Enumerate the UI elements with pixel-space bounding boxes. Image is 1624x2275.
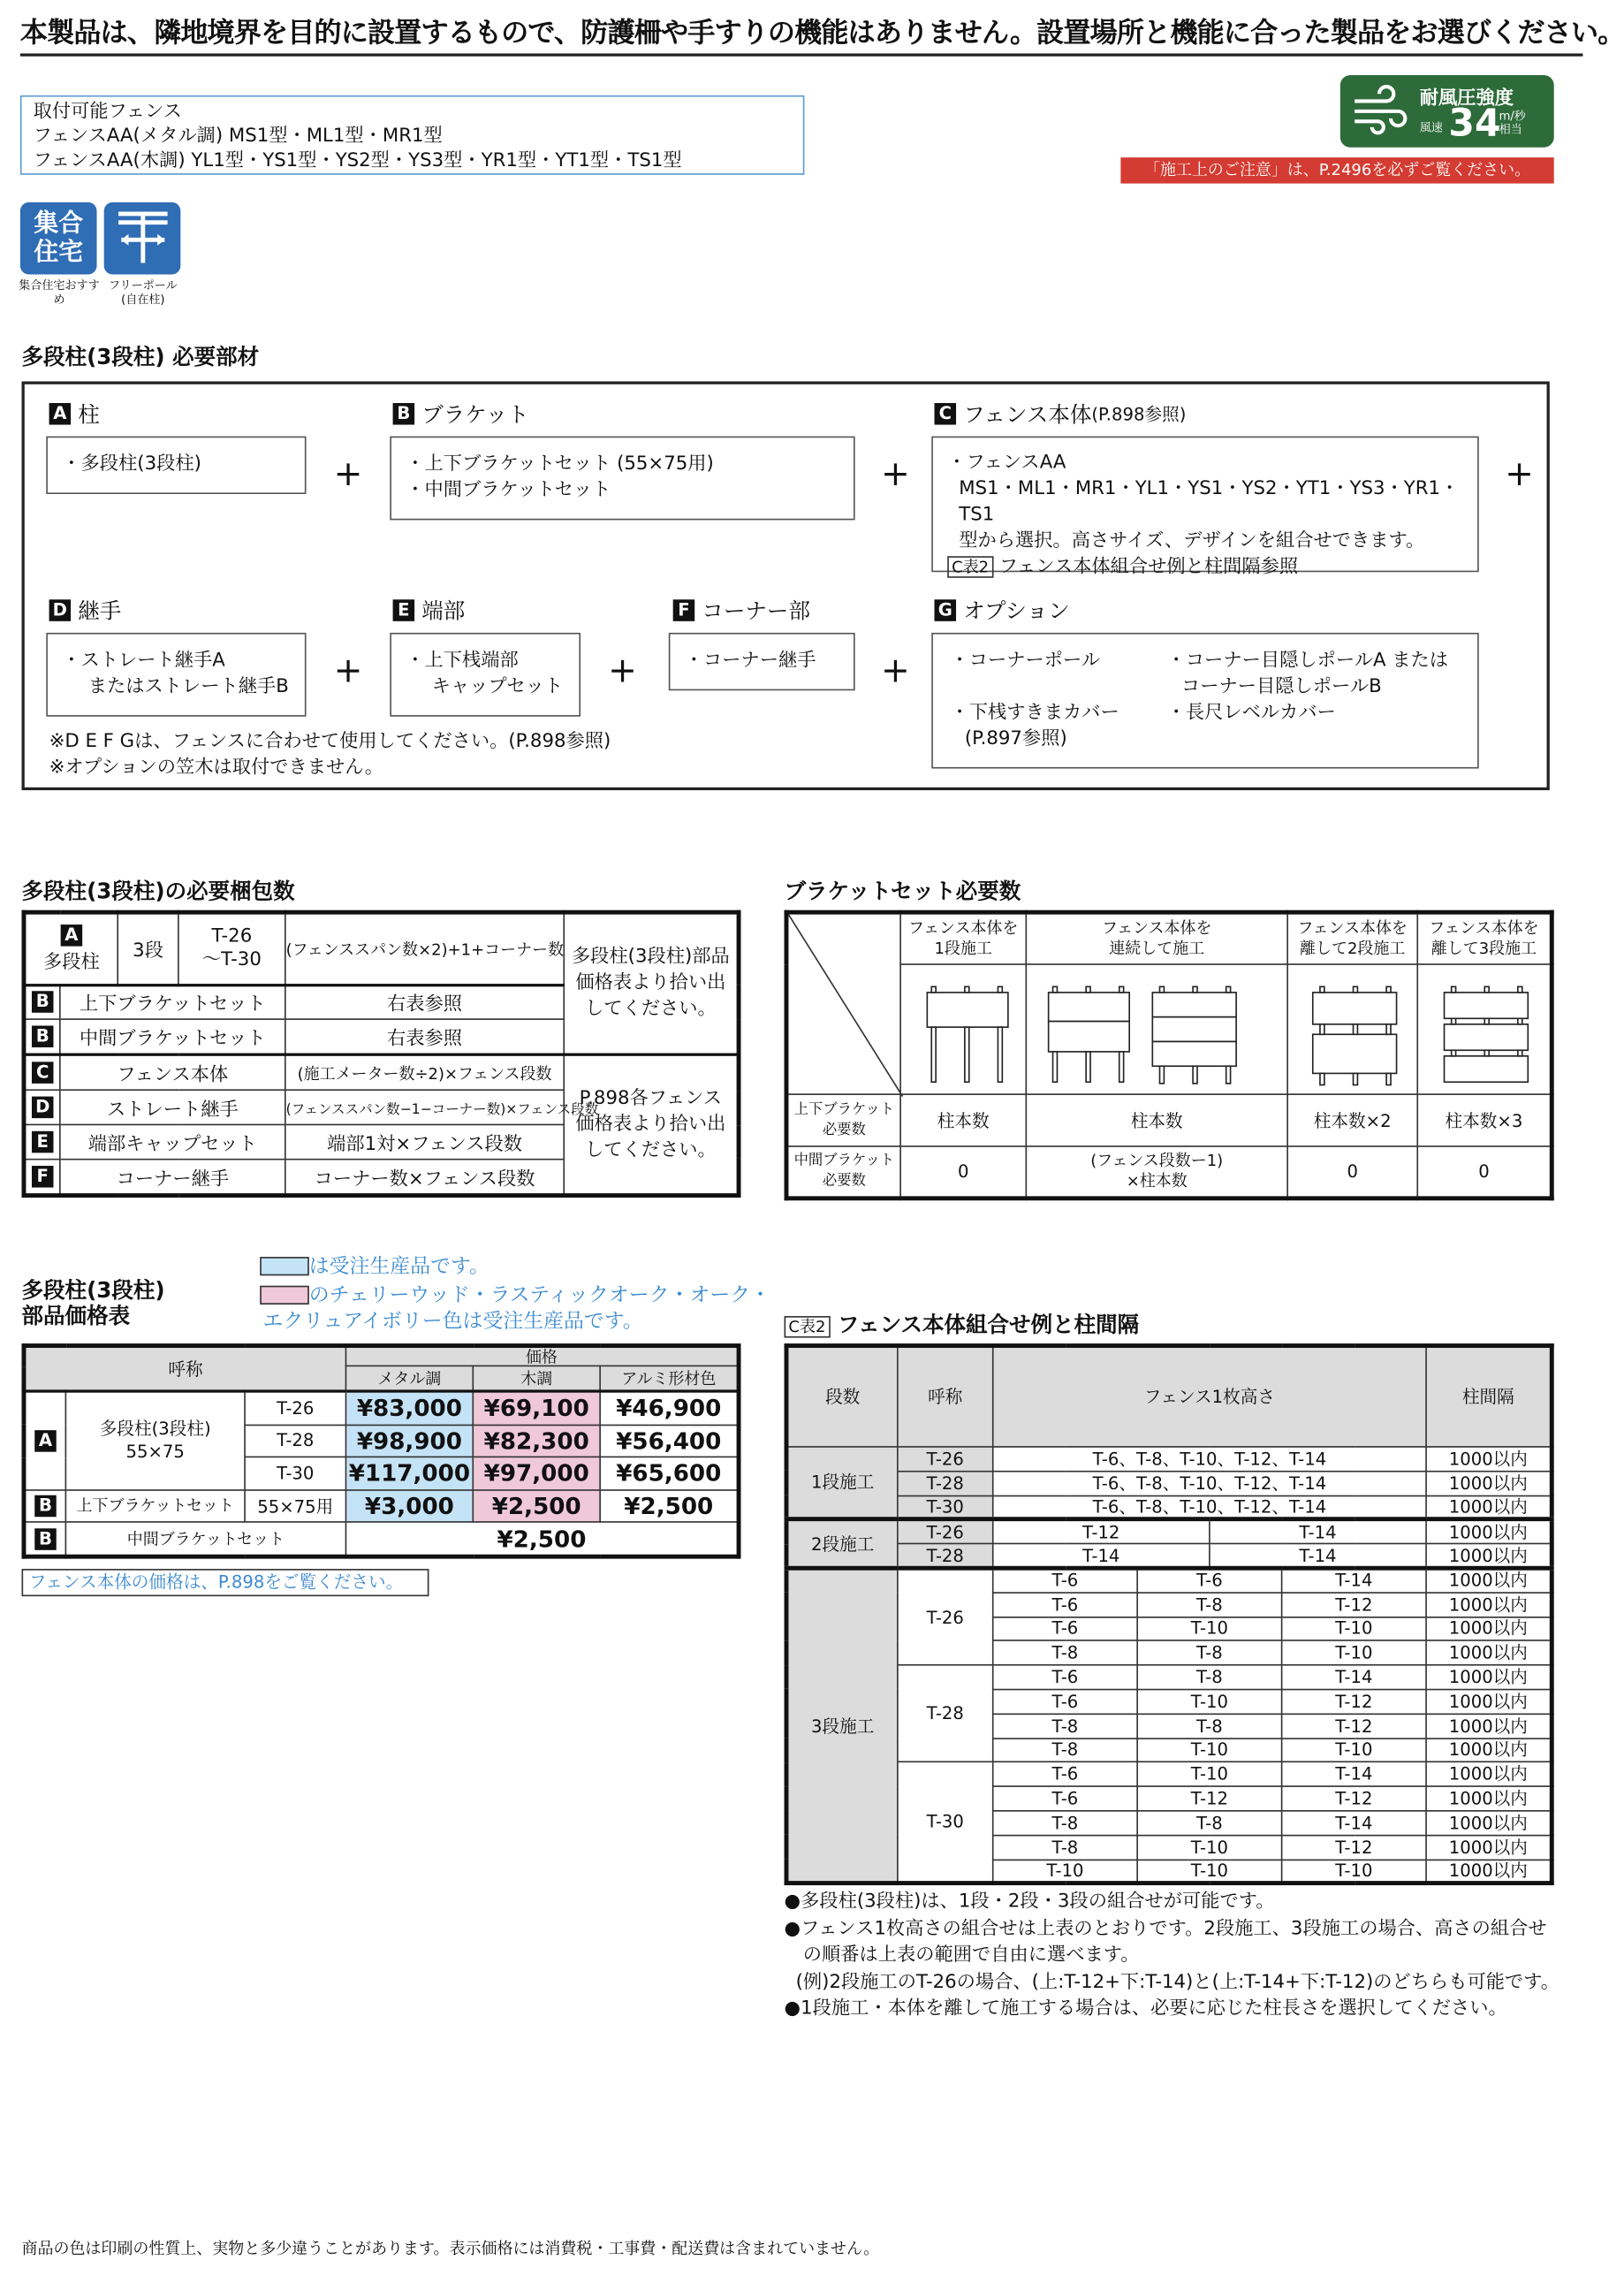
size-cell: T-26 [898, 1447, 993, 1471]
price-cell: ¥46,900 [600, 1391, 739, 1425]
part-label: オプション [963, 597, 1070, 625]
part-b-label [393, 399, 529, 429]
price-cell: ¥2,500 [600, 1490, 739, 1523]
table-row [786, 1346, 1552, 1447]
part-item: 型から選択。高さサイズ、デザインを組合せできます。 [959, 529, 1425, 552]
parts-note: ※D E F Gは、フェンスに合わせて使用してください。(P.898参照) [49, 731, 611, 753]
legend-blue [260, 1251, 489, 1280]
height-cell: T-6、T-8、T-10、T-12、T-14 [993, 1447, 1426, 1471]
letter-badge: E [393, 599, 415, 621]
size-cell: T-28 [898, 1665, 993, 1762]
height-cell: T-10 [1137, 1617, 1281, 1640]
table-row [24, 1055, 739, 1091]
part-item: ・中間ブラケットセット [406, 479, 611, 502]
height-cell: T-14 [1282, 1568, 1426, 1592]
compatible-line: フェンスAA(メタル調) MS1型・ML1型・MR1型 [33, 126, 443, 148]
part-item: ・下桟すきまカバー [950, 702, 1119, 724]
column-header: 呼称 [24, 1346, 345, 1391]
spacing-cell: 1000以内 [1426, 1519, 1552, 1543]
height-cell: T-14 [1210, 1519, 1426, 1543]
size-cell: T-28 [898, 1544, 993, 1568]
legend-text: エクリュアイボリー色は受注生産品です。 [262, 1310, 643, 1334]
table-row [786, 1519, 1552, 1543]
spacing-cell: 1000以内 [1426, 1495, 1552, 1519]
height-cell: T-6 [993, 1786, 1137, 1810]
legend-text: は受注生産品です。 [308, 1255, 489, 1279]
price-cell: ¥2,500 [345, 1522, 739, 1556]
spacing-cell: 1000以内 [1426, 1811, 1552, 1835]
letter-badge: D [49, 599, 72, 621]
height-cell: T-14 [1282, 1762, 1426, 1786]
cell [24, 1160, 60, 1196]
height-cell: T-12 [1282, 1593, 1426, 1617]
price-cell: ¥3,000 [345, 1490, 473, 1523]
cell [24, 1055, 60, 1091]
cell: 3段 [118, 912, 178, 985]
table-row [786, 1762, 1552, 1786]
price-cell: ¥83,000 [345, 1391, 473, 1425]
part-d-box [46, 633, 306, 717]
table-row [24, 1391, 739, 1425]
height-cell: T-6、T-8、T-10、T-12、T-14 [993, 1471, 1426, 1495]
letter-badge: C [32, 1062, 54, 1084]
wind-title: 耐風圧強度 [1419, 88, 1514, 110]
part-g-box [931, 633, 1478, 769]
apartment-icon: 集合 住宅 [20, 202, 97, 275]
bracket-table [785, 910, 1554, 1201]
part-item: ・多段柱(3段柱) [62, 453, 201, 476]
ref-tag: C表2 [947, 556, 993, 578]
letter-badge: A [34, 1430, 57, 1452]
packaging-table [22, 910, 741, 1198]
height-cell: T-12 [1282, 1835, 1426, 1859]
cell [24, 912, 118, 985]
table-row [786, 1495, 1552, 1519]
part-item: キャップセット [431, 675, 564, 698]
height-cell: T-6 [993, 1568, 1137, 1592]
height-cell: T-6、T-8、T-10、T-12、T-14 [993, 1495, 1426, 1519]
size-cell: T-28 [898, 1471, 993, 1495]
cell: 柱本数×2 [1287, 1094, 1417, 1146]
spacing-cell: 1000以内 [1426, 1714, 1552, 1738]
price-cell: ¥69,100 [473, 1391, 600, 1425]
part-f-label [673, 595, 810, 625]
ref-tag: C表2 [785, 1316, 831, 1338]
part-item: ・コーナー目隠しポールA または [1166, 650, 1449, 673]
part-item: ・コーナーポール [950, 650, 1101, 673]
part-label: 端部 [421, 597, 466, 625]
combo-notes [785, 1890, 1560, 2023]
free-pole-caption: フリーポール [108, 278, 178, 293]
letter-badge: F [673, 599, 695, 621]
part-a-box [46, 437, 306, 494]
letter-badge: D [32, 1097, 54, 1119]
part-g-label [935, 595, 1070, 625]
part-item: ・フェンスAA [947, 452, 1066, 475]
combo-note: ●フェンス1枚高さの組合せは上表のとおりです。2段施工、3段施工の場合、高さの組合せ [784, 1917, 1547, 1940]
cell: 右表参照 [285, 985, 564, 1020]
height-cell: T-6 [993, 1665, 1137, 1689]
price-table [22, 1343, 741, 1559]
cell: 多段柱(3段柱) 55×75 [65, 1391, 245, 1490]
part-f-box [669, 633, 855, 690]
spacing-cell: 1000以内 [1426, 1617, 1552, 1640]
height-cell: T-12 [1282, 1714, 1426, 1738]
size-cell: T-30 [898, 1495, 993, 1519]
wind-value: 34 [1448, 103, 1501, 147]
price-cell: ¥117,000 [345, 1457, 473, 1490]
height-cell: T-6 [1137, 1568, 1281, 1592]
divider [20, 53, 1583, 56]
header-notice: 本製品は、隣地境界を目的に設置するもので、防護柵や手すりの機能はありません。設置場所と機能に合った製品をお選びください。 [19, 17, 1624, 49]
combo-table [785, 1343, 1554, 1885]
part-item: ・コーナー継手 [684, 650, 816, 673]
size-cell: T-26 [898, 1519, 993, 1543]
height-cell: T-10 [1137, 1835, 1281, 1859]
cell: 柱本数 [900, 1094, 1026, 1146]
spacing-cell: 1000以内 [1426, 1665, 1552, 1689]
column-header: フェンス1枚高さ [993, 1346, 1426, 1447]
cell: 右表参照 [285, 1020, 564, 1055]
price-cell: ¥56,400 [600, 1425, 739, 1457]
letter-badge: E [32, 1131, 54, 1153]
part-c-label [935, 399, 1187, 429]
plus-sign: + [1505, 453, 1535, 494]
cell: T-26 [245, 1391, 345, 1425]
wind-icon [1352, 89, 1413, 133]
table-row [786, 1094, 1552, 1146]
cell [24, 1490, 65, 1523]
spacing-cell: 1000以内 [1426, 1568, 1552, 1592]
combo-note: の順番は上表の範囲で自由に選べます。 [802, 1944, 1140, 1967]
price-cell: ¥98,900 [345, 1425, 473, 1457]
tier-cell: 1段施工 [786, 1447, 898, 1519]
free-pole-icon [104, 202, 181, 275]
plus-sign: + [333, 650, 363, 691]
row-header: 中間ブラケット 必要数 [786, 1146, 900, 1198]
part-label-note: (P.898参照) [1091, 404, 1187, 425]
legend-swatch-blue [260, 1257, 309, 1275]
cell: T-28 [245, 1425, 345, 1457]
cell: 上下ブラケットセット [65, 1490, 245, 1523]
letter-badge: B [32, 1026, 54, 1048]
spacing-cell: 1000以内 [1426, 1544, 1552, 1568]
height-cell: T-6 [993, 1593, 1137, 1617]
table-row [786, 912, 1552, 964]
spacing-cell: 1000以内 [1426, 1738, 1552, 1761]
price-cell: ¥2,500 [473, 1490, 600, 1523]
letter-badge: B [393, 403, 415, 425]
cell: フェンス本体 [60, 1055, 285, 1091]
height-cell: T-10 [1282, 1617, 1426, 1640]
height-cell: T-10 [1137, 1762, 1281, 1786]
part-item: ・上下ブラケットセット (55×75用) [406, 453, 714, 476]
letter-badge: B [32, 992, 54, 1014]
wind-suffix: 相当 [1499, 122, 1522, 136]
height-cell: T-8 [1137, 1641, 1281, 1665]
height-cell: T-10 [1282, 1860, 1426, 1883]
height-cell: T-6 [993, 1762, 1137, 1786]
part-item: MS1・ML1・MR1・YL1・YS1・YS2・YT1・YS3・YR1・TS1 [959, 478, 1460, 526]
spacing-cell: 1000以内 [1426, 1786, 1552, 1810]
part-label: 継手 [78, 597, 122, 625]
cell-text: 多段柱 [43, 951, 100, 974]
part-c-ref [947, 555, 1463, 581]
part-b-box [390, 437, 854, 521]
part-item: ・長尺レベルカバー [1166, 702, 1336, 724]
height-cell: T-14 [1210, 1544, 1426, 1568]
height-cell: T-12 [1282, 1786, 1426, 1810]
cell [24, 985, 60, 1020]
spacing-cell: 1000以内 [1426, 1860, 1552, 1883]
part-item: (P.897参照) [964, 727, 1067, 750]
spacing-cell: 1000以内 [1426, 1641, 1552, 1665]
cell: (フェンススパン数×2)+1+コーナー数 [285, 912, 564, 985]
cell [24, 1522, 65, 1556]
cell: 中間ブラケットセット [60, 1020, 285, 1055]
height-cell: T-8 [1137, 1714, 1281, 1738]
price-cell: ¥97,000 [473, 1457, 600, 1490]
cell: 55×75用 [245, 1490, 345, 1523]
part-item: ・ストレート継手A [62, 650, 225, 673]
table-row [786, 1146, 1552, 1198]
letter-badge: B [34, 1528, 57, 1550]
height-cell: T-14 [993, 1544, 1210, 1568]
letter-badge: A [61, 924, 83, 947]
plus-sign: + [608, 650, 637, 691]
fence-1tier-illustration [900, 964, 1026, 1094]
wind-label: 風速 [1419, 121, 1443, 135]
table-row [24, 1490, 739, 1523]
price-cell: ¥65,600 [600, 1457, 739, 1490]
cell-note: 多段柱(3段柱)部品価格表より拾い出してください。 [564, 912, 739, 1055]
fence-continuous-illustration [1026, 964, 1287, 1094]
cell: ストレート継手 [60, 1091, 285, 1125]
cell: (フェンス段数ー1) ×柱本数 [1026, 1146, 1287, 1198]
wind-unit-group [1499, 110, 1526, 135]
table-row [24, 1346, 739, 1366]
cell: 0 [900, 1146, 1026, 1198]
column-header: 呼称 [898, 1346, 993, 1447]
height-cell: T-8 [993, 1738, 1137, 1761]
spacing-cell: 1000以内 [1426, 1471, 1552, 1495]
column-header: 柱間隔 [1426, 1346, 1552, 1447]
part-label: コーナー部 [702, 597, 810, 625]
cell [24, 1020, 60, 1055]
size-cell: T-30 [898, 1762, 993, 1883]
row-header: 上下ブラケット 必要数 [786, 1094, 900, 1146]
combo-note: ●多段柱(3段柱)は、1段・2段・3段の組合せが可能です。 [784, 1891, 1275, 1914]
column-header: 段数 [786, 1346, 898, 1447]
diagonal-cell [786, 912, 900, 1094]
compatible-fences-box [20, 95, 805, 175]
footer-note: 商品の色は印刷の性質上、実物と多少違うことがあります。表示価格には消費税・工事費・配送費は含まれていません。 [21, 2239, 880, 2258]
legend-swatch-pink [260, 1286, 309, 1305]
part-a-label [49, 399, 100, 429]
table-row [786, 1471, 1552, 1495]
letter-badge: F [32, 1166, 54, 1188]
letter-badge: C [935, 403, 957, 425]
required-parts-title: 多段柱(3段柱) 必要部材 [21, 344, 260, 370]
part-label: ブラケット [421, 401, 529, 428]
compatible-line: フェンスAA(木調) YL1型・YS1型・YS2型・YS3型・YR1型・YT1型・TS1型 [33, 149, 682, 172]
height-cell: T-8 [993, 1641, 1137, 1665]
cell: 上下ブラケットセット [60, 985, 285, 1020]
part-item: コーナー目隠しポールB [1181, 675, 1382, 698]
ref-text: フェンス本体組合せ例と柱間隔参照 [998, 556, 1299, 578]
column-header: アルミ形材色 [600, 1366, 739, 1391]
combo-note: (例)2段施工のT-26の場合、(上:T-12+下:T-14)と(上:T-14+下:T-12)のどちらも可能です。 [795, 1971, 1560, 1993]
wind-unit: m/秒 [1499, 110, 1526, 123]
cell: 端部1対×フェンス段数 [285, 1125, 564, 1160]
height-cell: T-10 [1282, 1641, 1426, 1665]
table-row [786, 1665, 1552, 1689]
height-cell: T-10 [1137, 1860, 1281, 1883]
cell: (施工メーター数÷2)×フェンス段数 [285, 1055, 564, 1091]
legend-pink [260, 1280, 770, 1309]
cell-note: P.898各フェンス価格表より拾い出してください。 [564, 1055, 739, 1196]
free-pole-caption-group [101, 278, 185, 308]
price-note: フェンス本体の価格は、P.898をご覧ください。 [22, 1569, 429, 1596]
letter-badge: G [935, 599, 957, 621]
height-cell: T-14 [1282, 1811, 1426, 1835]
plus-sign: + [881, 650, 910, 691]
apartment-caption: 集合住宅おすすめ [19, 278, 100, 307]
letter-badge: B [34, 1495, 57, 1518]
height-cell: T-8 [993, 1714, 1137, 1738]
table-row [24, 912, 739, 985]
plus-sign: + [881, 453, 910, 494]
table-row [786, 1568, 1552, 1592]
height-cell: T-12 [993, 1519, 1210, 1543]
price-cell: ¥82,300 [473, 1425, 600, 1457]
height-cell: T-8 [1137, 1593, 1281, 1617]
legend-text: のチェリーウッド・ラスティックオーク・オーク・ [308, 1284, 770, 1308]
height-cell: T-8 [993, 1835, 1137, 1859]
spacing-cell: 1000以内 [1426, 1762, 1552, 1786]
fence-2tier-illustration [1287, 964, 1417, 1094]
spacing-cell: 1000以内 [1426, 1593, 1552, 1617]
column-header: フェンス本体を 離して3段施工 [1417, 912, 1552, 964]
column-header: 価格 [345, 1346, 739, 1366]
height-cell: T-6 [993, 1689, 1137, 1713]
column-header: 木調 [473, 1366, 600, 1391]
parts-note: ※オプションの笠木は取付できません。 [49, 757, 383, 779]
compatible-title: 取付可能フェンス [33, 101, 182, 123]
combo-title-group [785, 1309, 1140, 1339]
cell [24, 1391, 65, 1490]
cell: 端部キャップセット [60, 1125, 285, 1160]
part-c-box [931, 437, 1478, 578]
cell [24, 1125, 60, 1160]
part-label: フェンス本体 [963, 401, 1092, 428]
height-cell: T-12 [1282, 1689, 1426, 1713]
caution-notice: 「施工上のご注意」は、P.2496を必ずご覧ください。 [1120, 157, 1553, 183]
spacing-cell: 1000以内 [1426, 1447, 1552, 1471]
packaging-title: 多段柱(3段柱)の必要梱包数 [21, 878, 295, 905]
height-cell: T-8 [1137, 1665, 1281, 1689]
price-title: 多段柱(3段柱) 部品価格表 [21, 1276, 165, 1329]
part-label: 柱 [78, 401, 100, 428]
column-header: フェンス本体を 1段施工 [900, 912, 1026, 964]
part-d-label [49, 595, 122, 625]
part-item: またはストレート継手B [87, 675, 289, 698]
part-item: ・上下桟端部 [406, 650, 519, 673]
plus-sign: + [333, 453, 363, 494]
tier-cell: 2段施工 [786, 1519, 898, 1568]
cell: 柱本数×3 [1417, 1094, 1552, 1146]
height-cell: T-6 [993, 1617, 1137, 1640]
height-cell: T-14 [1282, 1665, 1426, 1689]
cell: (フェンススパン数−1−コーナー数)×フェンス段数 [285, 1091, 564, 1125]
height-cell: T-10 [1282, 1738, 1426, 1761]
cell: 0 [1287, 1146, 1417, 1198]
height-cell: T-10 [993, 1860, 1137, 1883]
size-cell: T-26 [898, 1568, 993, 1665]
cell: コーナー継手 [60, 1160, 285, 1196]
table-row [786, 1447, 1552, 1471]
bracket-title: ブラケットセット必要数 [784, 878, 1021, 905]
height-cell: T-8 [993, 1811, 1137, 1835]
column-header: フェンス本体を 連続して施工 [1026, 912, 1287, 964]
part-e-label [393, 595, 466, 625]
cell: T-26 ～T-30 [178, 912, 285, 985]
cell [24, 1091, 60, 1125]
table-row [786, 1544, 1552, 1568]
table-row [24, 1522, 739, 1556]
combo-title: フェンス本体組合せ例と柱間隔 [837, 1312, 1140, 1338]
spacing-cell: 1000以内 [1426, 1689, 1552, 1713]
combo-note: ●1段施工・本体を離して施工する場合は、必要に応じた柱長さを選択してください。 [784, 1997, 1507, 2020]
spacing-cell: 1000以内 [1426, 1835, 1552, 1859]
height-cell: T-8 [1137, 1811, 1281, 1835]
cell: 0 [1417, 1146, 1552, 1198]
height-cell: T-12 [1137, 1786, 1281, 1810]
cell: コーナー数×フェンス段数 [285, 1160, 564, 1196]
column-header: メタル調 [345, 1366, 473, 1391]
tier-cell: 3段施工 [786, 1568, 898, 1883]
cell: T-30 [245, 1457, 345, 1490]
letter-badge: A [49, 403, 72, 425]
part-e-box [390, 633, 581, 717]
free-pole-caption2: (自在柱) [121, 293, 165, 307]
height-cell: T-10 [1137, 1689, 1281, 1713]
fence-3tier-illustration [1417, 964, 1552, 1094]
cell: 中間ブラケットセット [65, 1522, 345, 1556]
wind-resistance-badge [1340, 75, 1554, 148]
height-cell: T-10 [1137, 1738, 1281, 1761]
cell: 柱本数 [1026, 1094, 1287, 1146]
column-header: フェンス本体を 離して2段施工 [1287, 912, 1417, 964]
